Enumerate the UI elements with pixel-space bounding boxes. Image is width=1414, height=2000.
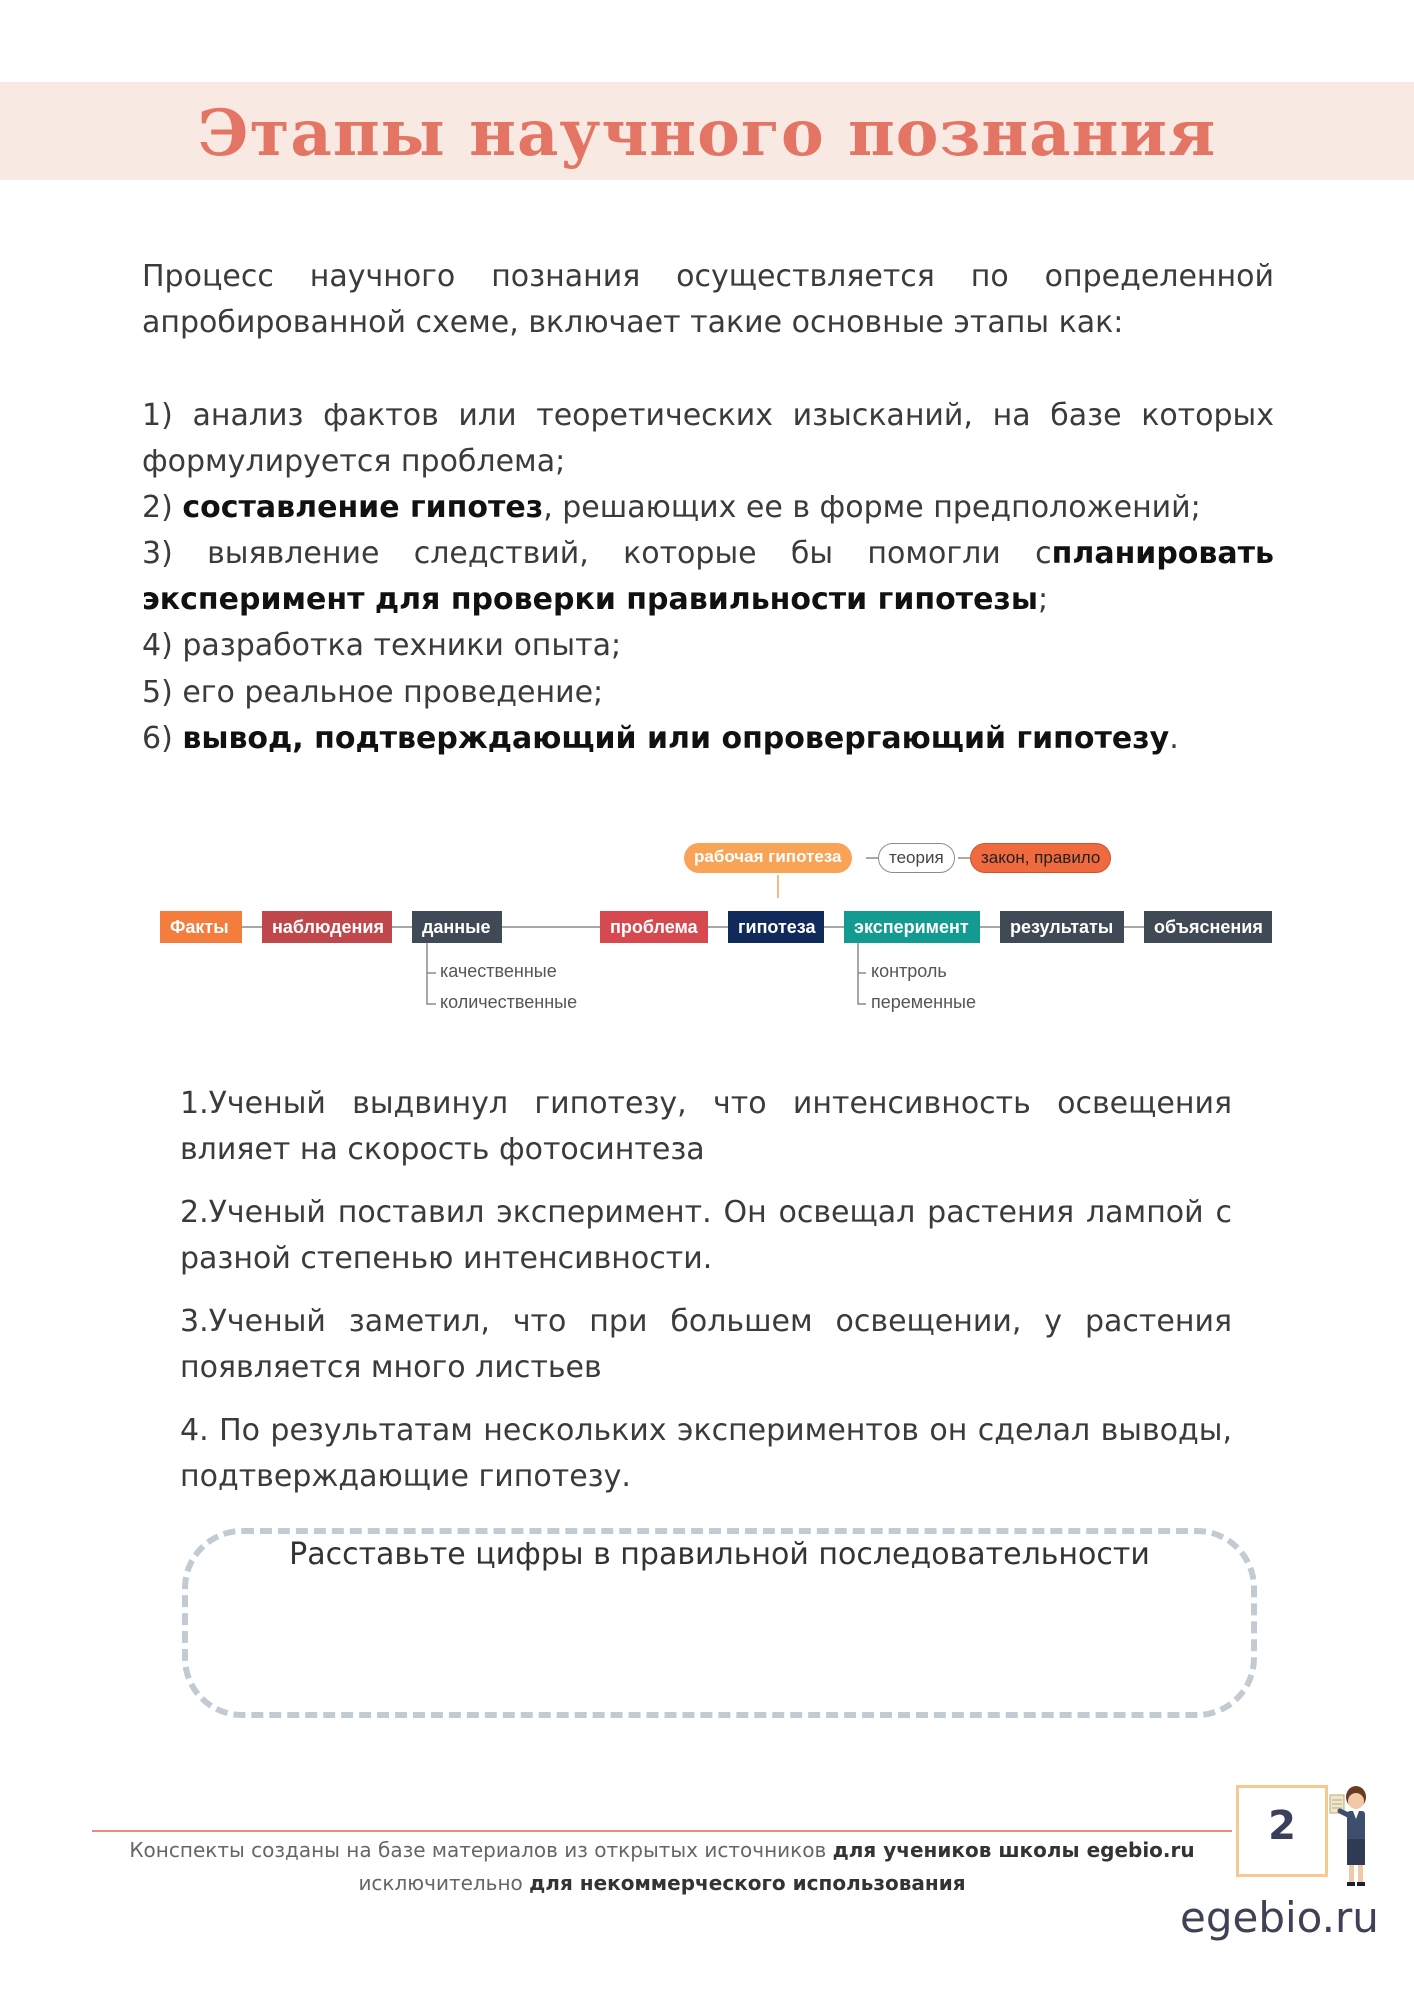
statement-1-line-1: 1.Ученый выдвинул гипотезу, что интенсивность освещения [180, 1086, 1232, 1121]
statement-2-line-2: разной степенью интенсивности. [180, 1241, 713, 1276]
data-sub-qualitative: качественные [440, 961, 557, 981]
footer-line-1-bold: для учеников школы egebio.ru [832, 1838, 1195, 1862]
step-6-end: . [1169, 721, 1179, 756]
pill-law: закон, правило [970, 843, 1111, 873]
footer-line-1-text: Конспекты созданы на базе материалов из открытых источников [129, 1838, 833, 1862]
step-6-prefix: 6) [142, 721, 183, 756]
intro-line-2: апробированной схеме, включает такие основные этапы как: [142, 305, 1124, 340]
teacher-icon [1326, 1783, 1376, 1891]
step-3-bold-start: планировать [1051, 536, 1274, 571]
chip-results [1000, 911, 1124, 943]
step-2-rest: , решающих ее в форме предположений; [543, 490, 1201, 525]
step-3-end-punct: ; [1037, 582, 1049, 617]
site-logo-text[interactable]: egebio.ru [1180, 1893, 1379, 1942]
pill-working-hypothesis: рабочая гипотеза [684, 843, 852, 873]
chip-observations-label: наблюдения [272, 917, 384, 937]
data-sub-quantitative: количественные [440, 992, 578, 1012]
step-1-line-1: 1) анализ фактов или теоретических изысканий, на базе которых [142, 398, 1274, 433]
footer-line-1 [92, 1838, 1232, 1862]
statement-1 [180, 1081, 1232, 1127]
statement-3-line-2: появляется много листьев [180, 1350, 602, 1385]
step-1-line-2: формулируется проблема; [142, 444, 566, 479]
statement-4 [180, 1408, 1232, 1454]
step-4-text: 4) разработка техники опыта; [142, 628, 622, 663]
chip-explanations [1144, 911, 1272, 943]
page-number: 2 [1268, 1803, 1296, 1849]
page-title: Этапы научного познания [197, 96, 1217, 171]
answer-prompt: Расставьте цифры в правильной последовательности [289, 1537, 1150, 1572]
chip-results-label: результаты [1010, 917, 1114, 937]
chip-facts [160, 911, 242, 943]
footer-divider [92, 1830, 1232, 1832]
statement-4-line-2: подтверждающие гипотезу. [180, 1459, 631, 1494]
step-2-prefix: 2) [142, 490, 183, 525]
statement-1-end [180, 1127, 1232, 1173]
statement-3 [180, 1299, 1232, 1345]
experiment-sub-variables: переменные [871, 992, 976, 1012]
statement-2-end [180, 1236, 1232, 1282]
step-3-normal: 3) выявление следствий, которые бы помогли с [142, 536, 1052, 571]
footer-line-2 [92, 1871, 1232, 1895]
step-6-bold: вывод, подтверждающий или опровергающий гипотезу [182, 721, 1170, 756]
chip-explanations-label: объяснения [1154, 917, 1263, 937]
chip-problem-label: проблема [610, 917, 698, 937]
chip-experiment-label: эксперимент [854, 917, 969, 937]
step-3-bold-line-2: эксперимент для проверки правильности гипотезы [142, 582, 1038, 617]
experiment-sub-control: контроль [871, 961, 947, 981]
intro-line-1: Процесс научного познания осуществляется по определенной [142, 259, 1274, 294]
statement-3-line-1: 3.Ученый заметил, что при большем освещении, у растения [180, 1304, 1232, 1339]
statement-1-line-2: влияет на скорость фотосинтеза [180, 1132, 705, 1167]
statement-2-line-1: 2.Ученый поставил эксперимент. Он освещал растения лампой с [180, 1195, 1232, 1230]
statement-3-end [180, 1345, 1232, 1391]
chip-hypothesis [728, 911, 824, 943]
statement-2 [180, 1190, 1232, 1236]
statement-4-line-1: 4. По результатам нескольких экспериментов он сделал выводы, [180, 1413, 1232, 1448]
chip-data [412, 911, 502, 943]
chip-hypothesis-label: гипотеза [738, 917, 816, 937]
chip-facts-label: Факты [170, 917, 229, 937]
footer-line-2-text: исключительно [358, 1871, 530, 1895]
pill-theory: теория [878, 843, 955, 873]
chip-problem [600, 911, 708, 943]
chip-data-label: данные [422, 917, 491, 937]
step-2-bold: составление гипотез [182, 490, 544, 525]
chip-observations [262, 911, 392, 943]
footer-line-2-bold: для некоммерческого использования [529, 1871, 966, 1895]
chip-experiment [844, 911, 980, 943]
step-5-text: 5) его реальное проведение; [142, 675, 604, 710]
statement-4-end [180, 1454, 1232, 1500]
